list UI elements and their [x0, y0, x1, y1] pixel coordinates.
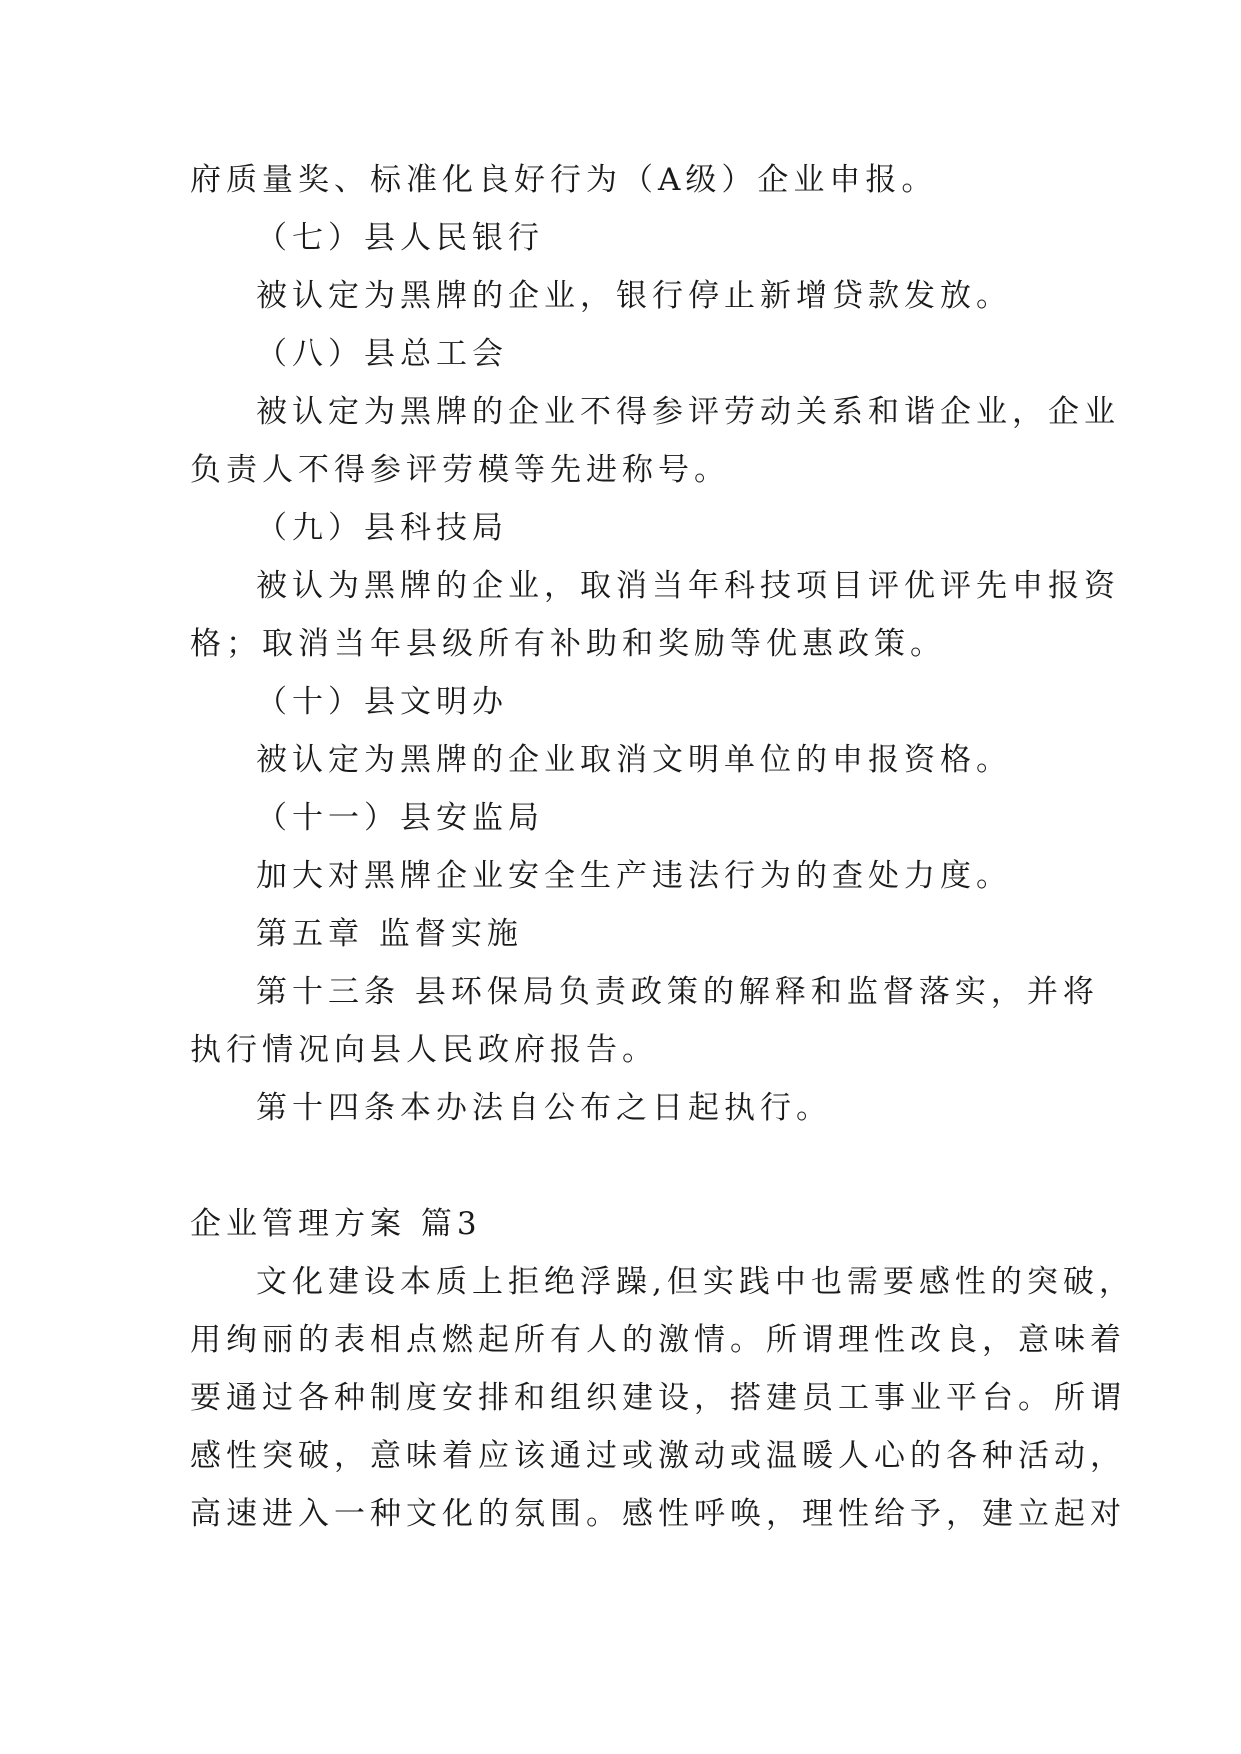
- paragraph-line: 第十四条本办法自公布之日起执行。: [256, 1090, 832, 1126]
- paragraph-line: 用绚丽的表相点燃起所有人的激情。所谓理性改良，意味着: [190, 1322, 1126, 1358]
- paragraph-line: 感性突破，意味着应该通过或激动或温暖人心的各种活动，: [190, 1438, 1126, 1474]
- paragraph-line: 府质量奖、标准化良好行为（A级）企业申报。: [190, 162, 938, 198]
- section-heading: （十）县文明办: [256, 684, 508, 720]
- section-heading: （七）县人民银行: [256, 220, 544, 256]
- paragraph-line: 负责人不得参评劳模等先进称号。: [190, 452, 730, 488]
- paragraph-line: 格；取消当年县级所有补助和奖励等优惠政策。: [190, 626, 946, 662]
- paragraph-line: 文化建设本质上拒绝浮躁,但实践中也需要感性的突破，: [256, 1264, 1135, 1300]
- section-title: 企业管理方案 篇3: [190, 1206, 482, 1242]
- paragraph-line: 被认定为黑牌的企业取消文明单位的申报资格。: [256, 742, 1012, 778]
- section-heading: （九）县科技局: [256, 510, 508, 546]
- section-heading: （十一）县安监局: [256, 800, 544, 836]
- chapter-heading: 第五章 监督实施: [256, 916, 523, 952]
- paragraph-line: 高速进入一种文化的氛围。感性呼唤，理性给予，建立起对: [190, 1496, 1126, 1532]
- paragraph-line: 被认为黑牌的企业，取消当年科技项目评优评先申报资: [256, 568, 1120, 604]
- paragraph-line: 被认定为黑牌的企业，银行停止新增贷款发放。: [256, 278, 1012, 314]
- paragraph-line: 被认定为黑牌的企业不得参评劳动关系和谐企业，企业: [256, 394, 1120, 430]
- section-heading: （八）县总工会: [256, 336, 508, 372]
- paragraph-line: 加大对黑牌企业安全生产违法行为的查处力度。: [256, 858, 1012, 894]
- paragraph-line: 要通过各种制度安排和组织建设，搭建员工事业平台。所谓: [190, 1380, 1126, 1416]
- paragraph-line: 执行情况向县人民政府报告。: [190, 1032, 658, 1068]
- paragraph-line: 第十三条 县环保局负责政策的解释和监督落实，并将: [256, 974, 1099, 1010]
